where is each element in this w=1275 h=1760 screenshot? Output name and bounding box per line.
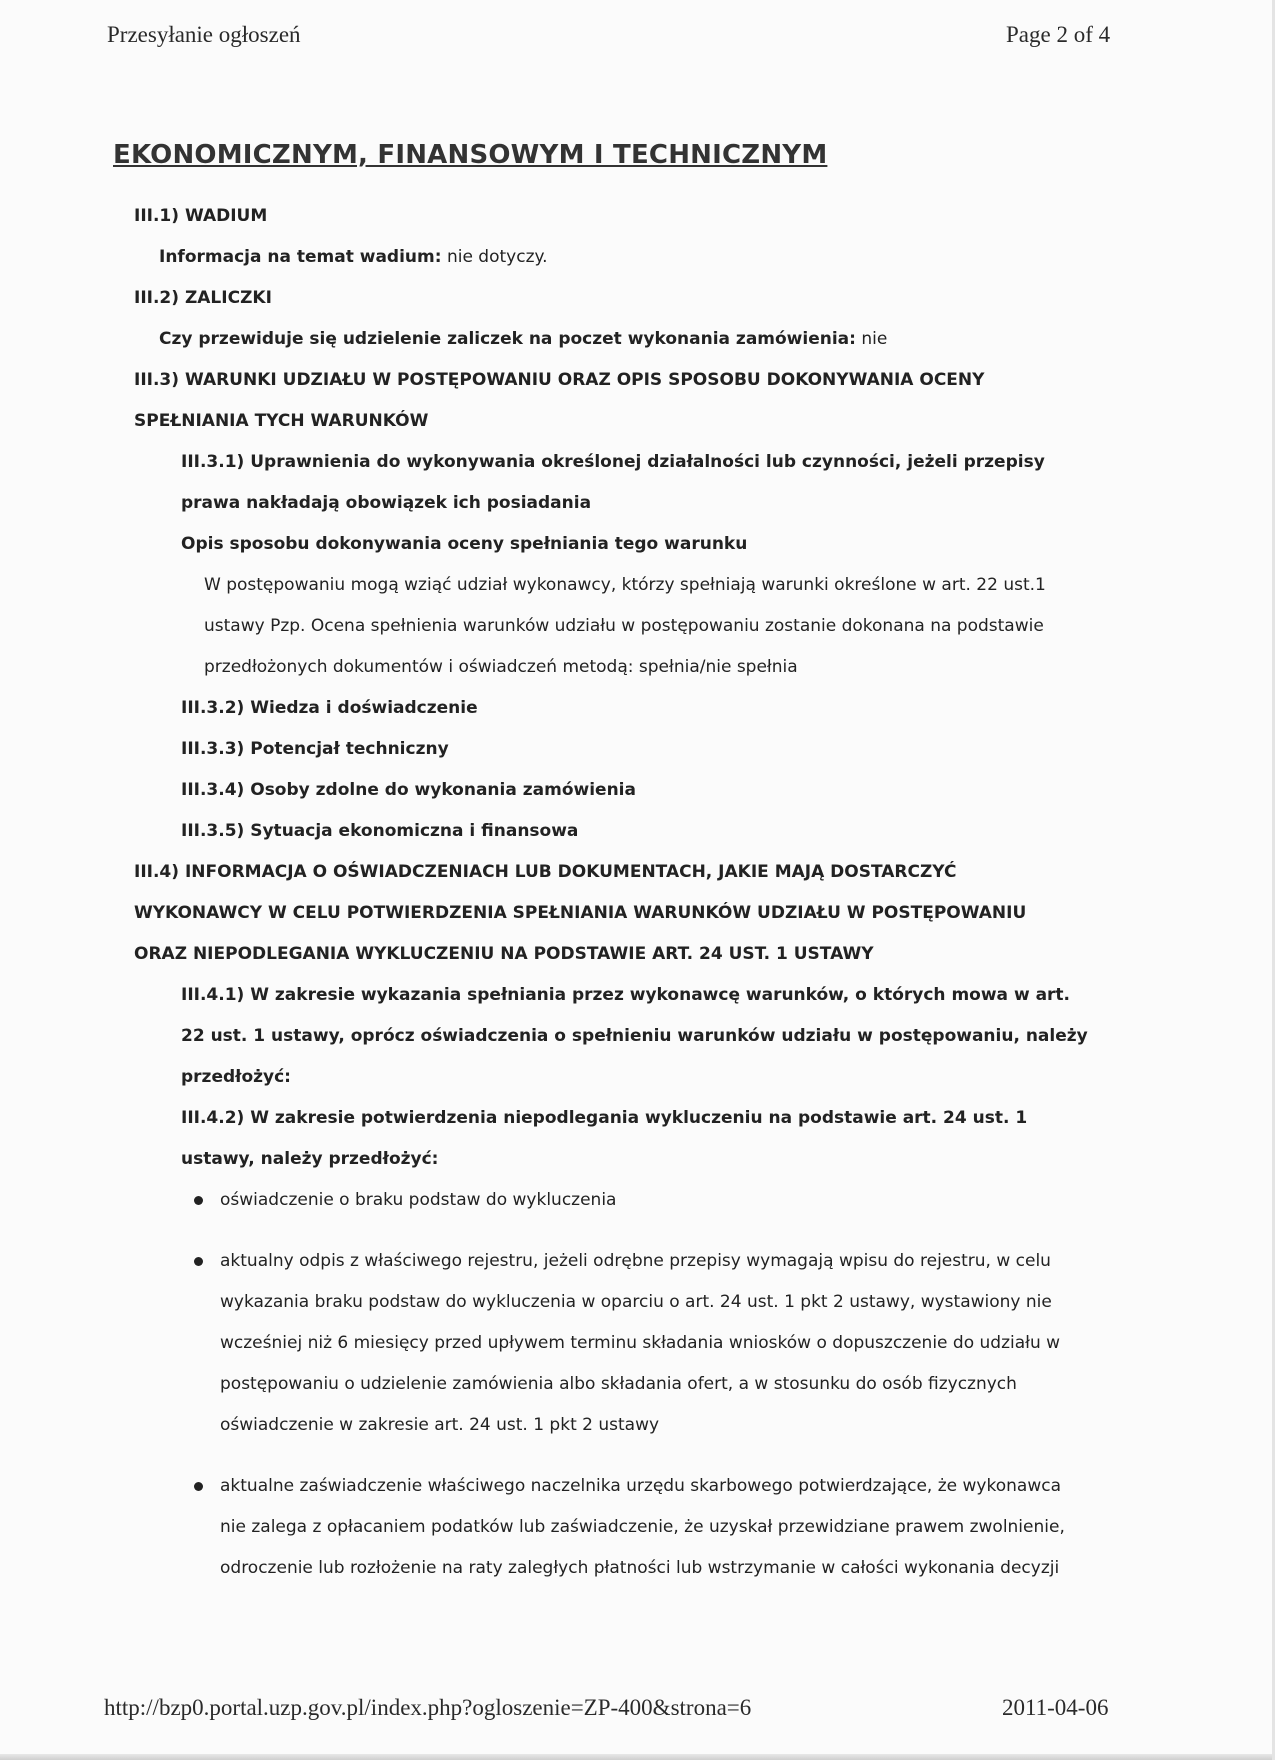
list-item-text: oświadczenie w zakresie art. 24 ust. 1 pkt 2 ustawy xyxy=(220,1415,660,1435)
zaliczki-value: nie xyxy=(855,329,888,349)
footer-url: http://bzp0.portal.uzp.gov.pl/index.php?ogloszenie=ZP-400&strona=6 xyxy=(104,1695,752,1720)
heading-wadium: III.1) WADIUM xyxy=(134,206,268,226)
subheading-3-3-4: III.3.4) Osoby zdolne do wykonania zamówienia xyxy=(181,780,636,800)
bullet-icon xyxy=(194,1196,203,1205)
list-item-text: nie zalega z opłacaniem podatków lub zaświadczenie, że uzyskał przewidziane prawem zwolnienie, xyxy=(220,1517,1065,1537)
subheading-4-1-line-3: przedłożyć: xyxy=(181,1067,291,1087)
list-item-oswiadczenie xyxy=(113,1180,1088,1221)
list-item-odpis-z-rejestru xyxy=(113,1241,1088,1446)
bullet-icon xyxy=(194,1482,203,1491)
list-item-text: aktualne zaświadczenie właściwego naczelnika urzędu skarbowego potwierdzające, że wykonawca xyxy=(220,1476,1061,1496)
subheading-4-2-line-2: ustawy, należy przedłożyć: xyxy=(181,1149,439,1169)
heading-warunki-line-1: III.3) WARUNKI UDZIAŁU W POSTĘPOWANIU ORAZ OPIS SPOSOBU DOKONYWANIA OCENY xyxy=(134,370,985,390)
opis-heading: Opis sposobu dokonywania oceny spełniania tego warunku xyxy=(181,534,748,554)
list-item-text: oświadczenie o braku podstaw do wykluczenia xyxy=(220,1190,617,1210)
list-item-text: aktualny odpis z właściwego rejestru, jeżeli odrębne przepisy wymagają wpisu do rejestru, w celu xyxy=(220,1251,1051,1271)
list-item-text: wcześniej niż 6 miesięcy przed upływem terminu składania wniosków o dopuszczenie do udziału w xyxy=(220,1333,1061,1353)
wadium-value: nie dotyczy. xyxy=(441,247,548,267)
zaliczki-info xyxy=(113,319,1088,360)
bullet-icon xyxy=(194,1257,203,1266)
heading-informacja-line-2: WYKONAWCY W CELU POTWIERDZENIA SPEŁNIANIA WARUNKÓW UDZIAŁU W POSTĘPOWANIU xyxy=(134,903,1027,923)
footer-date: 2011-04-06 xyxy=(1002,1695,1109,1720)
heading-informacja-line-3: ORAZ NIEPODLEGANIA WYKLUCZENIU NA PODSTAWIE ART. 24 UST. 1 USTAWY xyxy=(134,944,874,964)
subheading-3-3-2: III.3.2) Wiedza i doświadczenie xyxy=(181,698,478,718)
subheading-3-3-5: III.3.5) Sytuacja ekonomiczna i finansowa xyxy=(181,821,579,841)
wadium-label: Informacja na temat wadium: xyxy=(159,247,442,267)
wadium-info xyxy=(113,237,1088,278)
zaliczki-label: Czy przewiduje się udzielenie zaliczek na poczet wykonania zamówienia: xyxy=(159,329,856,349)
document-body xyxy=(113,138,1088,1589)
scan-border-bottom xyxy=(0,1754,1275,1760)
section-title: EKONOMICZNYM, FINANSOWYM I TECHNICZNYM xyxy=(113,140,828,170)
opis-text-line-2: ustawy Pzp. Ocena spełnienia warunków udziału w postępowaniu zostanie dokonana na podstawie xyxy=(204,616,1044,636)
subheading-4-2-line-1: III.4.2) W zakresie potwierdzenia niepodlegania wykluczeniu na podstawie art. 24 ust. 1 xyxy=(181,1108,1028,1128)
opis-text-line-1: W postępowaniu mogą wziąć udział wykonawcy, którzy spełniają warunki określone w art. 22 ust.1 xyxy=(204,575,1046,595)
heading-warunki-line-2: SPEŁNIANIA TYCH WARUNKÓW xyxy=(134,411,429,431)
header-title: Przesyłanie ogłoszeń xyxy=(107,22,301,47)
heading-informacja-line-1: III.4) INFORMACJA O OŚWIADCZENIACH LUB DOKUMENTACH, JAKIE MAJĄ DOSTARCZYĆ xyxy=(134,862,957,882)
list-item-zaswiadczenie-skarbowe xyxy=(113,1466,1088,1589)
header-page-number: Page 2 of 4 xyxy=(1006,22,1111,47)
heading-zaliczki: III.2) ZALICZKI xyxy=(134,288,272,308)
list-item-text: odroczenie lub rozłożenie na raty zaległych płatności lub wstrzymanie w całości wykonania decyzji xyxy=(220,1558,1060,1578)
list-item-text: wykazania braku podstaw do wykluczenia w oparciu o art. 24 ust. 1 pkt 2 ustawy, wystawiony nie xyxy=(220,1292,1052,1312)
subheading-4-1-line-1: III.4.1) W zakresie wykazania spełniania przez wykonawcę warunków, o których mowa w art. xyxy=(181,985,1071,1005)
subheading-3-3-1-line-2: prawa nakładają obowiązek ich posiadania xyxy=(181,493,592,513)
subheading-3-3-1-line-1: III.3.1) Uprawnienia do wykonywania określonej działalności lub czynności, jeżeli przepisy xyxy=(181,452,1045,472)
list-item-text: postępowaniu o udzielenie zamówienia albo składania ofert, a w stosunku do osób fizycznych xyxy=(220,1374,1017,1394)
opis-text-line-3: przedłożonych dokumentów i oświadczeń metodą: spełnia/nie spełnia xyxy=(204,657,798,677)
subheading-4-1-line-2: 22 ust. 1 ustawy, oprócz oświadczenia o spełnieniu warunków udziału w postępowaniu, należy xyxy=(181,1026,1088,1046)
subheading-3-3-3: III.3.3) Potencjał techniczny xyxy=(181,739,449,759)
